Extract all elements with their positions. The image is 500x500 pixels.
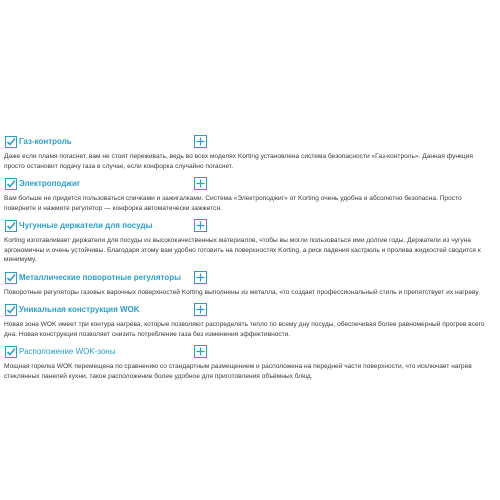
plus-box-icon[interactable] bbox=[194, 177, 207, 190]
plus-box-icon[interactable] bbox=[194, 219, 207, 232]
feature-header bbox=[4, 135, 496, 149]
feature-wok-design bbox=[4, 303, 496, 339]
plus-box-icon[interactable] bbox=[194, 271, 207, 284]
feature-electric-ignition bbox=[4, 177, 496, 213]
plus-box-icon[interactable] bbox=[194, 135, 207, 148]
feature-description: Новая зона WOK имеет три контура нагрева, которые позволяют распределять тепло по всему дну посуды, обеспечивая более равномерный прогрев всего дна. Новая конструкция позволяет снизить потребление газа без изменения эффективности. bbox=[4, 321, 485, 338]
plus-box-icon[interactable] bbox=[194, 303, 207, 316]
feature-header bbox=[4, 219, 496, 233]
check-icon bbox=[5, 178, 17, 190]
feature-title: Расположение WOK-зоны bbox=[19, 347, 116, 356]
feature-title: Уникальная конструкция WOK bbox=[19, 305, 140, 314]
check-icon bbox=[5, 220, 17, 232]
feature-description: Поворотные регуляторы газовых варочных поверхностей Korting выполнены из металла, что создает профессиональный стиль и препятствует их нагреву. bbox=[4, 288, 480, 296]
feature-header bbox=[4, 271, 496, 285]
feature-wok-position bbox=[4, 345, 496, 381]
feature-header bbox=[4, 177, 496, 191]
feature-title: Металлические поворотные регуляторы bbox=[19, 272, 181, 282]
feature-header bbox=[4, 345, 496, 359]
feature-list bbox=[4, 135, 496, 381]
feature-description: Даже если пламя погаснет, вам не стоит переживать, ведь во всех моделях Korting установлена система безопасности «Газ-контроль». Данная функция просто остановит подачу газа в случае, если конфорка случайно погаснет. bbox=[4, 153, 473, 170]
check-icon bbox=[5, 304, 17, 316]
check-icon bbox=[5, 346, 17, 358]
check-icon bbox=[5, 272, 17, 284]
check-icon bbox=[5, 136, 17, 148]
feature-gas-control bbox=[4, 135, 496, 171]
feature-title: Газ-контроль bbox=[19, 137, 72, 146]
feature-description: Вам больше не придется пользоваться спичками и зажигалками. Система «Электроподжиг» от Korting очень удобна и абсолютно безопасна. Просто поверните и нажмите регулятор — конфорка автоматически зажжется. bbox=[4, 195, 462, 212]
plus-box-icon[interactable] bbox=[194, 345, 207, 358]
feature-title: Чугунные держатели для посуды bbox=[19, 221, 153, 230]
feature-header bbox=[4, 303, 496, 317]
feature-description: Korting изготавливает держатели для посуды из высококачественных материалов, чтобы вы могли пользоваться ими долгие годы. Держатели из чугуна эргономичны и очень устойчивы. Благодаря этому вам удобно готовить на поверхностях Korting, а риск падения кастрюль и пролива жидкостей сводится к минимуму. bbox=[4, 237, 481, 263]
feature-description: Мощная горелка WOK перемещена по сравнению со стандартным размещением и расположена на передней части поверхности, что исключает нагрев стеклянных панелей кухни, такое расположение более удобное для приготовления объёмных блюд. bbox=[4, 363, 472, 380]
feature-metal-knobs bbox=[4, 271, 496, 298]
feature-cast-iron-grates bbox=[4, 219, 496, 265]
feature-title: Электроподжиг bbox=[19, 179, 81, 188]
